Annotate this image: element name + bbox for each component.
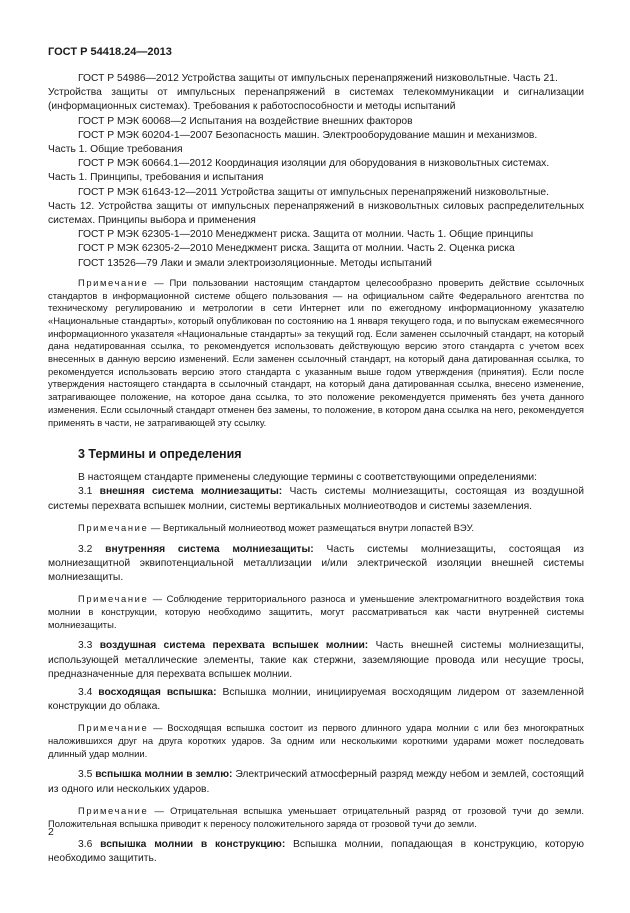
section-title: 3 Термины и определения [78, 447, 242, 462]
reference-item: ГОСТ Р МЭК 61643-12—2011 Устройства защиты от импульсных перенапряжений низковольтные. Часть 12. Устройства защиты от импульсных перенапряжений в низковольтных силовых распределительных системах. Принципы выбора и применения [48, 186, 584, 227]
reference-item: ГОСТ Р МЭК 62305-1—2010 Менеджмент риска. Защита от молнии. Часть 1. Общие принципы [78, 229, 534, 241]
term-3-4-note: Примечание — Восходящая вспышка состоит из первого длинного удара молнии с или без многократных наложившихся друг на друга коротких ударов. За одним или несколькими короткими ударами может последовать длинный удар молнии. [48, 722, 584, 759]
term-3-4: 3.4 восходящая вспышка: Вспышка молнии, инициируемая восходящим лидером от заземленной конструкции до облака. [48, 686, 584, 713]
term-3-1-note: Примечание — Вертикальный молниеотвод может размещаться внутри лопастей ВЭУ. [78, 521, 474, 533]
reference-item: ГОСТ Р МЭК 60664.1—2012 Координация изоляции для оборудования в низковольтных системах. Часть 1. Принципы, требования и испытания [48, 158, 550, 184]
page-body [48, 72, 584, 867]
reference-item: ГОСТ Р МЭК 60204-1—2007 Безопасность машин. Электрооборудование машин и механизмов. Часть 1. Общие требования [48, 129, 538, 156]
standard-header: ГОСТ Р 54418.24—2013 [48, 46, 172, 58]
references-list [48, 72, 584, 271]
term-3-5-note: Примечание — Отрицательная вспышка уменьшает отрицательный разряд от грозовой тучи до земли. Положительная вспышка приводит к переносу положительного заряда от грозовой тучи до земли. [48, 804, 584, 829]
term-3-6: 3.6 вспышка молнии в конструкцию: Вспышка молнии, попадающая в конструкцию, которую необходимо защитить. [48, 839, 584, 865]
reference-item: ГОСТ Р МЭК 62305-2—2010 Менеджмент риска. Защита от молнии. Часть 2. Оценка риска [78, 243, 515, 255]
reference-item: ГОСТ Р 54986—2012 Устройства защиты от импульсных перенапряжений низковольтные. Часть 21. Устройства защиты от импульсных перенапряжений в системах телекоммуникации и сигнализации (информационных системах). Требования к работоспособности и методы испытаний [48, 73, 584, 113]
term-3-2: 3.2 внутренняя система молниезащиты: Часть системы молниезащиты, состоящая из молниезащитной эквипотенциальной металлизации и/или электрической изоляции внешней системы молниезащиты. [48, 543, 584, 583]
page-number: 2 [48, 826, 54, 838]
term-3-1: 3.1 внешняя система молниезащиты: Часть системы молниезащиты, состоящая из воздушной системы перехвата вспышек молнии, системы вертикальных молниеотводов и системы заземления. [48, 486, 584, 512]
term-3-2-note: Примечание — Соблюдение территориального разноса и уменьшение электромагнитного воздействия тока молнии в конструкции, которую необходимо защитить, могут рассматриваться как части внутренней системы молниезащиты. [48, 593, 584, 630]
reference-item: ГОСТ Р МЭК 60068—2 Испытания на воздействие внешних факторов [78, 115, 413, 127]
references-note: Примечание — При пользовании настоящим стандартом целесообразно проверить действие ссылочных стандартов в информационной системе общего пользования — на официальном сайте Федерального агентства по техническому регулированию и метрологии в сети Интернет или по ежегодному информационному указателю «Национальные стандарты», который опубликован по состоянию на 1 января текущего года, и по выпускам ежемесячного информационного указателя «Национальные стандарты» за текущий год. Если заменен ссылочный стандарт, на который дана недатированная ссылка, то рекомендуется использовать действующую версию этого стандарта с учетом всех внесенных в данную версию изменений. Если заменен ссылочный стандарт, на который дана датированная ссылка, то рекомендуется использовать версию этого стандарта с указанным выше годом утверждения (принятия). Если после утверждения настоящего стандарта в ссылочный стандарт, на который дана датированная ссылка, внесено изменение, затрагивающее положение, на которое дана ссылка, то это положение рекомендуется применять без учета данного изменения. Если ссылочный стандарт отменен без замены, то положение, в котором дана ссылка на него, рекомендуется применять в части, не затрагивающей эту ссылку. [48, 276, 584, 428]
term-3-3: 3.3 воздушная система перехвата вспышек молнии: Часть внешней системы молниезащиты, использующей металлические элементы, такие как стержни, заземляющие провода или несущие тросы, предназначенные для перехвата вспышек молнии. [48, 640, 584, 680]
section-intro: В настоящем стандарте применены следующие термины с соответствующими определениями: [78, 472, 538, 484]
reference-item: ГОСТ 13526—79 Лаки и эмали электроизоляционные. Методы испытаний [78, 257, 432, 269]
term-3-5: 3.5 вспышка молнии в землю: Электрический атмосферный разряд между небом и землей, состоящий из одного или нескольких ударов. [48, 769, 584, 795]
